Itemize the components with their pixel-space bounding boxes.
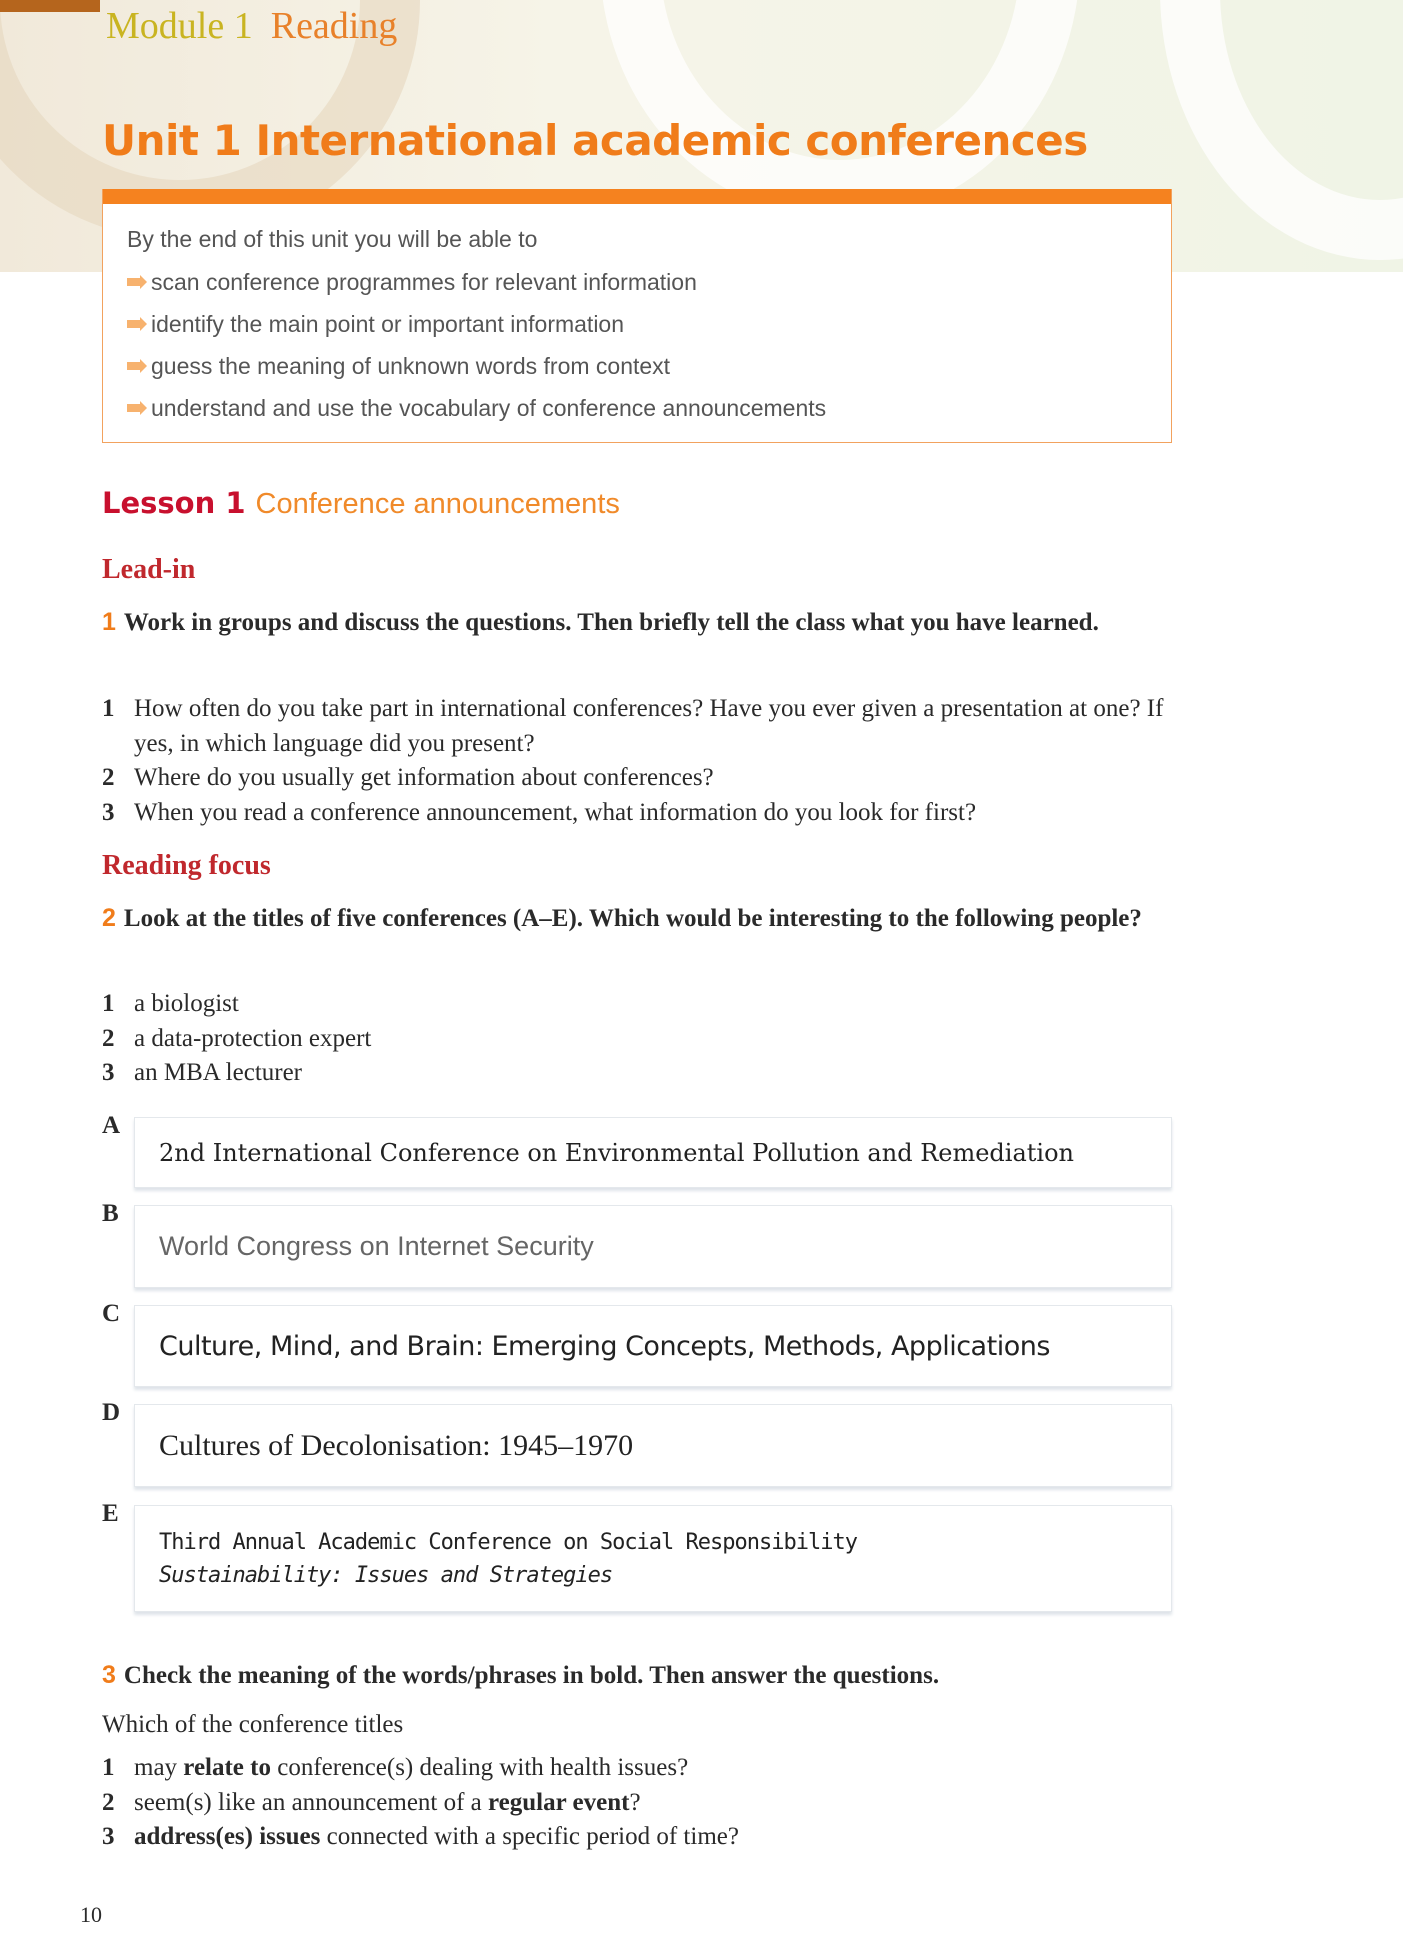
item-number: 2 xyxy=(102,1024,115,1052)
item-number: 3 xyxy=(102,798,115,826)
list-item xyxy=(102,987,1192,1022)
list-item xyxy=(102,1786,1192,1821)
conference-title: 2nd International Conference on Environmental Pollution and Remediation xyxy=(159,1138,1074,1167)
conference-box-a xyxy=(134,1117,1172,1188)
module-number: Module 1 xyxy=(106,5,253,47)
item-text: How often do you take part in international conferences? Have you ever given a presentation at one? If yes, in which language did you present? xyxy=(134,695,1164,757)
conference-box-b xyxy=(134,1205,1172,1288)
conference-title: Cultures of Decolonisation: 1945–1970 xyxy=(159,1428,634,1462)
lesson-number: Lesson 1 xyxy=(102,486,246,520)
conference-letter: D xyxy=(102,1399,121,1426)
item-text: an MBA lecturer xyxy=(134,1059,303,1086)
people-list xyxy=(102,987,1192,1091)
reading-focus-heading: Reading focus xyxy=(102,850,271,881)
list-item xyxy=(102,1056,1192,1091)
exercise-3-lead: Which of the conference titles xyxy=(102,1711,404,1738)
list-item xyxy=(102,796,1192,831)
arrow-icon xyxy=(127,362,141,370)
exercise-number: 3 xyxy=(102,1661,116,1689)
bold-term: relate to xyxy=(183,1754,271,1781)
instruction-text: Check the meaning of the words/phrases in bold. Then answer the questions. xyxy=(123,1662,940,1689)
conference-box-d xyxy=(134,1404,1172,1487)
section-name: Reading xyxy=(270,5,398,47)
text-part: connected with a specific period of time? xyxy=(320,1823,739,1850)
objective-text: understand and use the vocabulary of conference announcements xyxy=(151,394,827,421)
conference-letter: A xyxy=(102,1112,121,1139)
item-number: 3 xyxy=(102,1823,115,1850)
item-number: 2 xyxy=(102,764,115,791)
item-number: 1 xyxy=(102,695,115,722)
conference-box-e xyxy=(134,1505,1172,1612)
lead-in-questions xyxy=(102,692,1192,830)
objectives-box xyxy=(102,189,1172,443)
objective-item xyxy=(127,303,1171,345)
exercise-number: 1 xyxy=(102,608,116,636)
objective-item xyxy=(127,261,1171,303)
conference-title: World Congress on Internet Security xyxy=(159,1231,594,1261)
exercise-1-instruction xyxy=(102,605,1162,640)
arrow-icon xyxy=(127,404,141,412)
item-number: 1 xyxy=(102,990,115,1017)
text-part: ? xyxy=(629,1788,641,1816)
item-number: 1 xyxy=(102,1754,115,1781)
item-text: a biologist xyxy=(134,990,239,1017)
conference-title: Third Annual Academic Conference on Social Responsibility xyxy=(159,1529,857,1555)
module-label xyxy=(106,4,397,48)
exercise-2-instruction xyxy=(102,901,1162,936)
list-item xyxy=(102,1751,1192,1786)
item-number: 3 xyxy=(102,1059,115,1086)
objective-item xyxy=(127,345,1171,387)
list-item xyxy=(102,761,1192,796)
objective-text: guess the meaning of unknown words from context xyxy=(151,352,671,379)
arrow-icon xyxy=(127,278,141,286)
instruction-text: Work in groups and discuss the questions. Then briefly tell the class what you have learned. xyxy=(123,609,1099,636)
list-item xyxy=(102,1820,1192,1855)
corner-tab xyxy=(0,0,100,12)
page-number: 10 xyxy=(80,1902,102,1927)
item-number: 2 xyxy=(102,1788,115,1816)
item-text xyxy=(134,1820,739,1855)
objective-item xyxy=(127,387,1171,429)
conference-letter: C xyxy=(102,1300,121,1327)
arrow-icon xyxy=(127,320,141,328)
conference-box-c xyxy=(134,1305,1172,1387)
lesson-heading xyxy=(102,486,620,521)
lead-in-heading: Lead-in xyxy=(102,554,196,585)
text-part: seem(s) like an announcement of a xyxy=(134,1788,489,1816)
bold-term: address(es) issues xyxy=(134,1823,321,1850)
item-text: Where do you usually get information about conferences? xyxy=(134,764,714,791)
text-part: may xyxy=(134,1754,184,1781)
objectives-intro: By the end of this unit you will be able to xyxy=(127,226,538,252)
list-item xyxy=(102,692,1192,761)
item-text xyxy=(134,1786,641,1821)
conference-title: Culture, Mind, and Brain: Emerging Concepts, Methods, Applications xyxy=(159,1330,1050,1362)
item-text: a data-protection expert xyxy=(134,1024,372,1052)
objective-text: identify the main point or important information xyxy=(151,310,625,337)
exercise-3-questions xyxy=(102,1751,1192,1855)
objective-text: scan conference programmes for relevant information xyxy=(151,268,697,295)
text-part: conference(s) dealing with health issues? xyxy=(270,1754,689,1781)
unit-title: Unit 1 International academic conferences xyxy=(102,116,1088,165)
objectives-bar xyxy=(103,189,1171,204)
bold-term: regular event xyxy=(488,1788,630,1816)
conference-letter: B xyxy=(102,1200,119,1227)
item-text xyxy=(134,1751,688,1786)
list-item xyxy=(102,1022,1192,1057)
instruction-text: Look at the titles of five conferences (A–E). Which would be interesting to the following people? xyxy=(123,905,1142,932)
conference-subtitle: Sustainability: Issues and Strategies xyxy=(159,1562,613,1588)
conference-letter: E xyxy=(102,1500,119,1527)
lesson-title: Conference announcements xyxy=(255,488,620,520)
item-text: When you read a conference announcement, what information do you look for first? xyxy=(134,798,977,826)
exercise-3-instruction xyxy=(102,1658,1162,1693)
exercise-number: 2 xyxy=(102,904,116,932)
